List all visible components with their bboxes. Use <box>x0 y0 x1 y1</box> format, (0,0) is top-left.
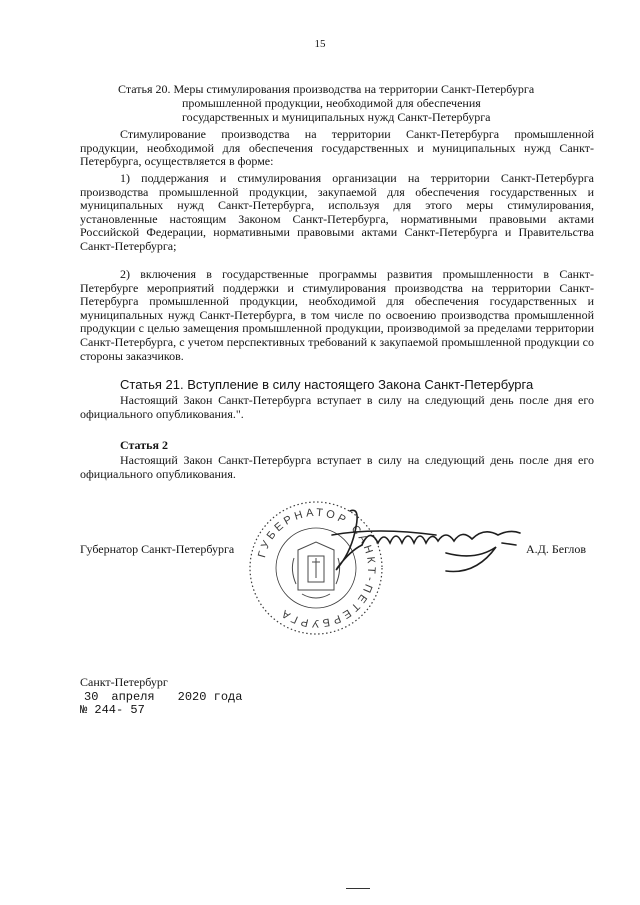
article-20-item-1: 1) поддержания и стимулирования организации на территории Санкт-Петербурга производства промышленной продукции, закупаемой для обеспечения государственных и муниципальных нужд Санкт-Петербурга, используя для этого меры стимулирования, установленные настоящим Законом Санкт-Петербурга, нормативными правовыми актами Российской Федерации, нормативными правовыми актами Санкт-Петербурга и Правительства Санкт-Петербурга; <box>80 171 594 253</box>
date-day: 30 <box>84 690 99 704</box>
article-20-heading-line-2: промышленной продукции, необходимой для обеспечения <box>182 96 481 110</box>
article-20-heading-line-1: Статья 20. Меры стимулирования производства на территории Санкт-Петербурга <box>118 82 535 96</box>
signatory-position: Губернатор Санкт-Петербурга <box>80 542 235 556</box>
bottom-divider <box>346 888 370 889</box>
footer-city: Санкт-Петербург <box>80 675 168 689</box>
date-year: 2020 года <box>177 690 243 704</box>
article-20-item-2: 2) включения в государственные программы развития промышленности в Санкт-Петербурге мероприятий поддержки и стимулирования производства на территории Санкт-Петербурга промышленной продукции, необходимой для обеспечения государственных и муниципальных нужд Санкт-Петербурга, в том числе по освоению производства промышленной продукции с целью замещения промышленной продукции, производимой за пределами территории Санкт-Петербурга, с учетом перспективных требований к закупаемой промышленной продукции со стороны заказчиков. <box>80 267 594 363</box>
article-20-heading-line-3: государственных и муниципальных нужд Санкт-Петербурга <box>182 110 491 124</box>
article-2-heading: Статья 2 <box>120 438 168 452</box>
law-number: № 244- 57 <box>80 703 145 717</box>
article-20-intro: Стимулирование производства на территории Санкт-Петербурга промышленной продукции, необходимой для обеспечения государственных и муниципальных нужд Санкт-Петербурга, осуществляется в форме: <box>80 127 594 169</box>
handwritten-signature-icon <box>326 505 536 585</box>
signatory-name: А.Д. Беглов <box>526 542 587 556</box>
footer-date <box>80 689 242 704</box>
seal-text: ГУБЕРНАТОР САНКТ-ПЕТЕРБУРГА <box>256 506 378 630</box>
page-number: 15 <box>314 38 326 50</box>
article-21-text: Настоящий Закон Санкт-Петербурга вступает в силу на следующий день после дня его официального опубликования.". <box>80 393 594 421</box>
article-21-heading: Статья 21. Вступление в силу настоящего Закона Санкт-Петербурга <box>120 377 534 392</box>
date-month: апреля <box>111 690 155 704</box>
article-2-text: Настоящий Закон Санкт-Петербурга вступает в силу на следующий день после дня его официального опубликования. <box>80 453 594 481</box>
article-20-heading <box>118 82 534 124</box>
